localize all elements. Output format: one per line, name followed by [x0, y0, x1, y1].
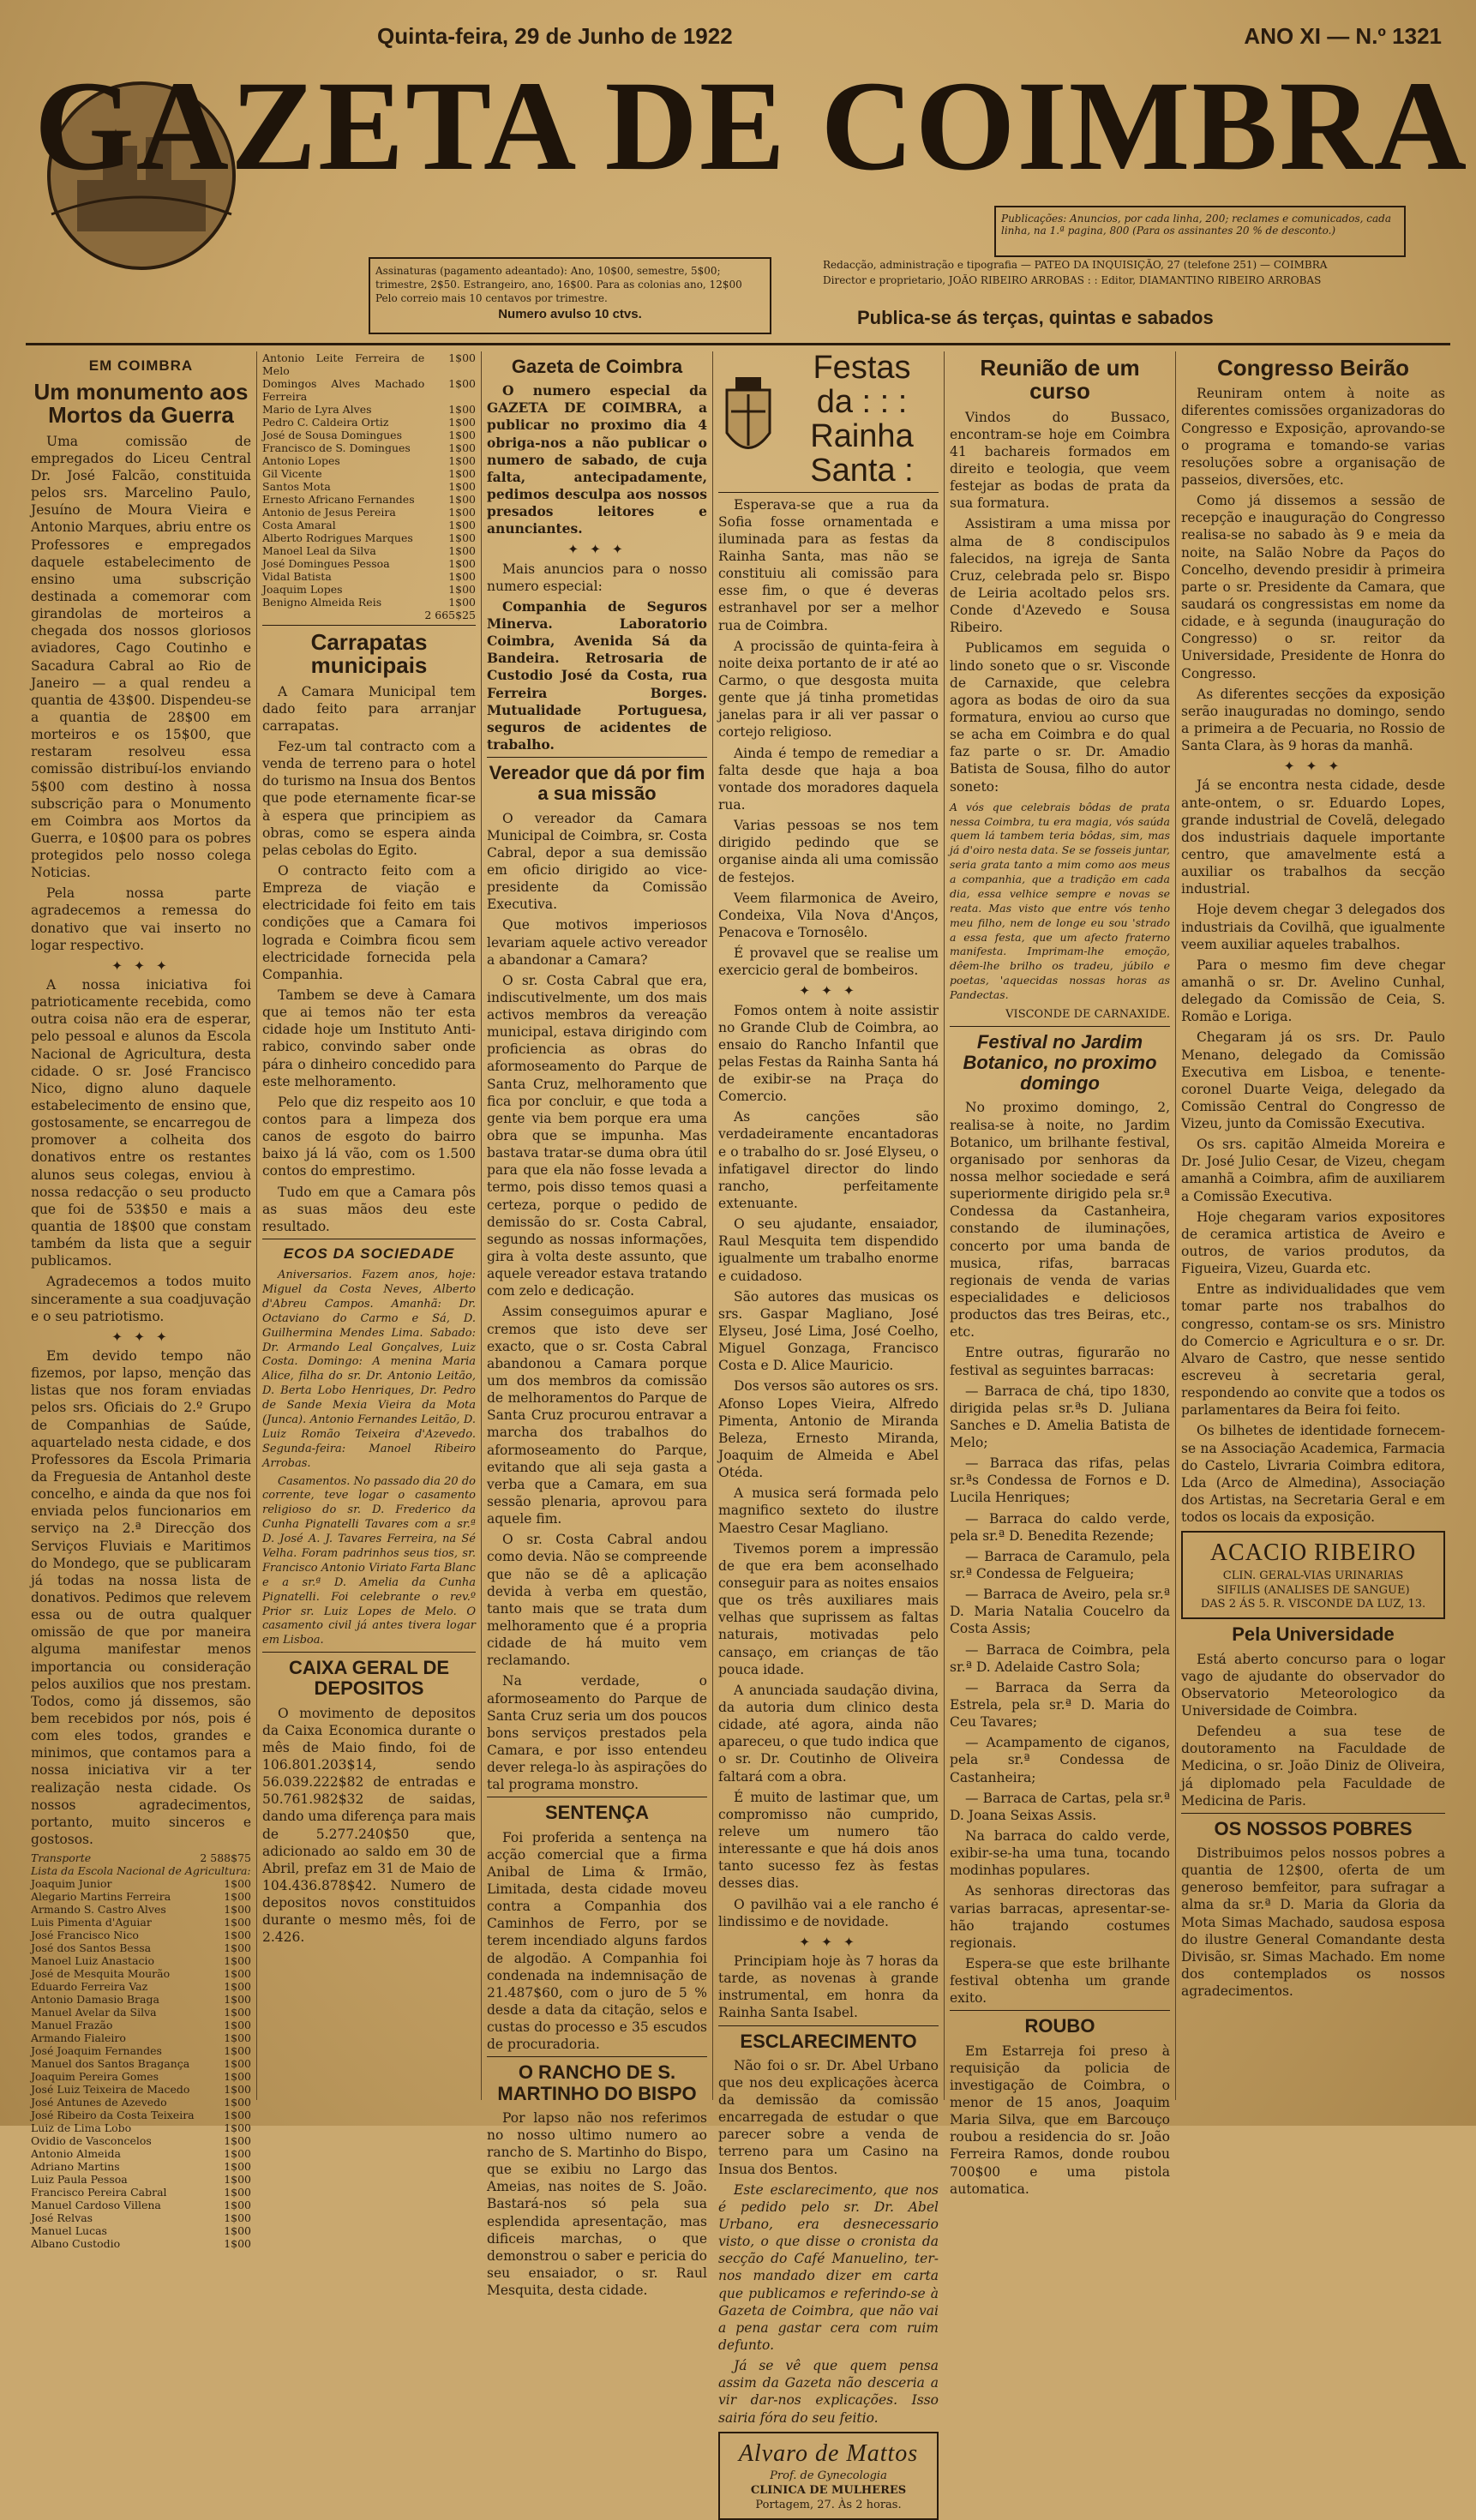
headline-monumento: Um monumento aos Mortos da Guerra	[33, 379, 249, 429]
paragraph: Tudo em que a Camara pôs as suas mãos deu este resultado.	[262, 1184, 476, 1234]
list-row	[262, 480, 476, 493]
festas-title	[785, 351, 939, 489]
paragraph: Na barraca do caldo verde, exibir-se-ha uma tuna, tocando modinhas populares.	[950, 1828, 1170, 1879]
list-name: Pedro C. Caldeira Ortiz	[262, 416, 389, 429]
ad-line: Prof. de Gynecologia	[770, 2469, 887, 2483]
list-row	[262, 519, 476, 531]
paragraph: A procissão de quinta-feira à noite deixa portanto de ir até ao Carmo, o que desgosta muita gente que já tinha prometidas janelas para ir ali ver passar o cortejo religioso.	[718, 638, 939, 741]
ad-line: SIFILIS (ANALISES DE SANGUE)	[1216, 1583, 1410, 1597]
list-name: Santos Mota	[262, 480, 331, 493]
donation-list-continued	[262, 351, 476, 621]
headline-pobres: OS NOSSOS POBRES	[1214, 1817, 1413, 1839]
list-value: 1$00	[448, 519, 476, 531]
list-row	[31, 2160, 251, 2173]
paragraph: Agradecemos a todos muito sinceramente a sua coadjuvação e o seu patriotismo.	[31, 1274, 251, 1324]
ad-name: Alvaro de Mattos	[738, 2439, 919, 2467]
paragraph: Os bilhetes de identidade fornecem-se na Associação Academica, Farmacia do Castelo, Livraria Coimbra editora, Lda (Arco de Almedina), Associação dos Artistas, na Secretaria Geral e em todos os locais da exposição.	[1181, 1423, 1445, 1526]
headline-roubo: ROUBO	[1024, 2015, 1095, 2037]
list-row	[31, 1929, 251, 1941]
list-value: 1$00	[448, 403, 476, 416]
list-row	[31, 1903, 251, 1916]
list-value: 1$00	[224, 2173, 251, 2187]
list-value: 1$00	[224, 1980, 251, 1994]
paragraph: Publicamos em seguida o lindo soneto que o sr. Visconde de Carnaxide, que celebra agora as bodas de oiro da sua formatura, enviou ao curso que se acha em Coimbra e do qual faz parte o sr. Dr. Amadio Batista de Sousa, filho do autor soneto:	[950, 640, 1170, 795]
list-row	[31, 2147, 251, 2160]
list-row	[31, 1851, 251, 1864]
list-row	[31, 1864, 251, 1877]
paragraph: Companhia de Seguros Minerva. Laboratorio Coimbra, Avenida Sá da Bandeira. Retrosaria de Custodio José da Costa, rua Ferreira Borges. Mutualidade Portuguesa, seguros de acidentes de trabalho.	[487, 597, 707, 753]
festas-title-line: Santa :	[810, 452, 914, 489]
paragraph: — Acampamento de ciganos, pela sr.ª Condessa de Castanheira;	[950, 1735, 1170, 1785]
paragraph: Assim conseguimos apurar e cremos que isto deve ser exacto, que o sr. Costa Cabral abandonou a Camara porque um dos membros da comissão de melhoramentos do Parque de Santa Cruz procurou entravar a marcha dos trabalhos do aformoseamento do Parque, evitando que ali seja gasta a verba que a Camara, em sua sessão plenaria, aprovou para aquele fim.	[487, 1304, 707, 1527]
list-name: Eduardo Ferreira Vaz	[31, 1980, 148, 1994]
list-row	[31, 2031, 251, 2044]
list-name: Manuel Frazão	[31, 2019, 113, 2032]
list-row	[262, 351, 476, 377]
list-name: Manoel Leal da Silva	[262, 544, 376, 557]
divider	[950, 2010, 1170, 2011]
column-2	[257, 351, 482, 2100]
list-value: 1$00	[224, 2224, 251, 2238]
list-value: 1$00	[448, 351, 476, 364]
list-name: Manuel Avelar da Silva	[31, 2006, 157, 2019]
ad-line: CLIN. GERAL-VIAS URINARIAS	[1222, 1569, 1404, 1582]
list-value: 1$00	[448, 454, 476, 467]
divider-stars: ✦ ✦ ✦	[111, 1329, 171, 1345]
paragraph: O contracto feito com a Empreza de viação e electricidade foi feito em tais condições que a Camara foi lograda e Coimbra ficou sem electricidade fornecida pela Companhia.	[262, 863, 476, 982]
paragraph: Reuniram ontem à noite as diferentes comissões organizadoras do Congresso e Exposição, aprovando-se o programa e tomando-se varias resoluções sobre a organisação de passeios, diversões, etc.	[1181, 386, 1445, 488]
list-row	[31, 2134, 251, 2147]
list-row	[31, 1916, 251, 1929]
list-value: 1$00	[224, 2211, 251, 2225]
list-row	[31, 2006, 251, 2019]
list-row	[262, 493, 476, 506]
paragraph: Está aberto concurso para o logar vago de ajudante do observador do Observatorio Meteorologico da Universidade de Coimbra.	[1181, 1651, 1445, 1719]
list-value: 1$00	[224, 2083, 251, 2097]
list-name: Benigno Almeida Reis	[262, 596, 382, 609]
list-name: Luis Pimenta d'Aguiar	[31, 1916, 152, 1929]
list-name: José Domingues Pessoa	[262, 557, 390, 570]
list-value: 1$00	[448, 441, 476, 454]
list-value: 1$00	[224, 2044, 251, 2058]
paragraph: — Barraca de Cartas, pela sr.ª D. Joana Seixas Assis.	[950, 1790, 1170, 1823]
list-name: Mario de Lyra Alves	[262, 403, 372, 416]
list-name: Antonio Damasio Braga	[31, 1993, 159, 2007]
list-name: Manuel dos Santos Bragança	[31, 2057, 190, 2071]
list-row	[262, 467, 476, 480]
paragraph: Dos versos são autores os srs. Afonso Lopes Vieira, Alfredo Pimenta, Antonio de Miranda Beleza, Ernesto Miranda, Joaquim de Almeida e Abel Otéda.	[718, 1378, 939, 1481]
list-row	[262, 441, 476, 454]
list-row	[31, 2083, 251, 2096]
paragraph: As diferentes secções da exposição serão inauguradas no domingo, sendo a primeira a de Pecuaria, no Rossio de Santa Clara, às 9 horas da manhã.	[1181, 686, 1445, 754]
paragraph: Veem filarmonica de Aveiro, Condeixa, Vila Nova d'Anços, Penacova e Tornosêlo.	[718, 890, 939, 940]
list-row	[262, 557, 476, 570]
paragraph: — Barraca do caldo verde, pela sr.ª D. Benedita Rezende;	[950, 1510, 1170, 1544]
list-value: 1$00	[224, 1903, 251, 1917]
list-row	[262, 583, 476, 596]
paragraph: Tambem se deve à Camara que ai temos não ter esta cidade hoje um Instituto Anti-rabico, convindo saber onde pára o dinheiro concedido para este melhoramento.	[262, 987, 476, 1089]
list-row	[31, 1877, 251, 1890]
list-value: 1$00	[224, 2186, 251, 2199]
list-value: 1$00	[224, 2121, 251, 2135]
paragraph: — Barraca da Serra da Estrela, pela sr.ª D. Maria do Ceu Tavares;	[950, 1679, 1170, 1731]
paragraph: Pelo que diz respeito aos 10 contos para a limpeza dos canos de esgoto do bairro baixo já lá vão, com os 1.500 contos do emprestimo.	[262, 1094, 476, 1179]
list-row	[262, 416, 476, 429]
list-name: José Ribeiro da Costa Teixeira	[31, 2109, 195, 2122]
headline-vereador: Vereador que dá por fim a sua missão	[489, 762, 705, 805]
list-name: Francisco de S. Domingues	[262, 441, 411, 454]
sonnet: A vós que celebrais bôdas de prata nessa Coimbra, tu era magia, vós saúda quem lá tambem teria bôdas, sim, mas já d'oiro nesta data. Se se fosseis juntar, seria grata tanto a mim como aos meus a companhia, que a tradição em cada dia, essa velhice sempre e novas se reata. Mas visto que entre vós tenho meu filho, nem de longe eu sou 'strado a essa festa, que um afecto fraterno manifesta. Imprimam-lhe emoção, dêem-lhe brilho os tradeu, júbilo e poetas, 'aquecidas nossas horas as Pandectas.	[950, 800, 1170, 1002]
list-name: Joaquim Junior	[31, 1877, 112, 1891]
list-value: 1$00	[224, 2070, 251, 2084]
paragraph: — Barraca das rifas, pelas sr.ªs Condessa de Fornos e D. Lucila Henriques;	[950, 1455, 1170, 1506]
paragraph: Mais anuncios para o nosso numero especial:	[487, 561, 707, 594]
list-row	[262, 570, 476, 583]
headline-reuniao: Reunião de um curso	[980, 355, 1140, 405]
list-row	[262, 531, 476, 544]
list-value: 1$00	[224, 1967, 251, 1981]
list-subtitle: Lista da Escola Nacional de Agricultura:	[31, 1864, 251, 1878]
column-4	[713, 350, 945, 2511]
list-name: Armando Fialeiro	[31, 2031, 126, 2045]
list-row	[31, 1967, 251, 1980]
list-name: Joaquim Lopes	[262, 583, 343, 596]
list-name: Luiz de Lima Lobo	[31, 2121, 132, 2135]
divider	[718, 2025, 939, 2026]
list-name: Antonio Almeida	[31, 2147, 121, 2161]
list-value: 1$00	[448, 480, 476, 493]
list-row	[31, 2044, 251, 2057]
ad-line: DAS 2 ÁS 5. R. VISCONDE DA LUZ, 13.	[1200, 1598, 1426, 1611]
paragraph: — Barraca de chá, tipo 1830, dirigida pelas sr.ªs D. Juliana Sanches e D. Amelia Batista de Melo;	[950, 1383, 1170, 1451]
top-line	[377, 19, 1442, 53]
list-row	[262, 403, 476, 416]
ad-line: CLINICA DE MULHERES	[750, 2483, 907, 2497]
list-name: José Relvas	[31, 2211, 93, 2225]
list-name: Luiz Paula Pessoa	[31, 2173, 128, 2187]
list-value: 1$00	[448, 583, 476, 596]
paragraph: Varias pessoas se nos tem dirigido pedindo que se organise ainda ali uma comissão de festejos.	[718, 818, 939, 885]
list-value: 1$00	[224, 2147, 251, 2161]
paragraph: Fomos ontem à noite assistir no Grande Club de Coimbra, ao ensaio do Rancho Infantil que pelas Festas da Rainha Santa há de exibir-se na Praça do Comercio.	[718, 1002, 939, 1105]
headline-festival: Festival no Jardim Botanico, no proximo domingo	[963, 1030, 1157, 1095]
headline-sentenca: SENTENÇA	[544, 1802, 649, 1824]
list-name: Antonio Lopes	[262, 454, 340, 467]
list-row	[31, 2109, 251, 2121]
ad-acacio-ribeiro	[1181, 1531, 1445, 1619]
list-value: 1$00	[224, 2019, 251, 2032]
list-name: José Luiz Teixeira de Macedo	[31, 2083, 190, 2097]
list-value: 1$00	[224, 2199, 251, 2212]
list-row	[31, 2019, 251, 2031]
masthead	[34, 51, 1469, 206]
paragraph: Assistiram a uma missa por alma de 8 condiscipulos falecidos, na igreja de Santa Cruz, celebrada pelo sr. Bispo de Leiria acoltado pelos srs. Conde d'Azevedo e Sousa Ribeiro.	[950, 516, 1170, 636]
list-value: 1$00	[448, 416, 476, 429]
list-value: 1$00	[224, 2006, 251, 2019]
column-5	[945, 351, 1176, 2197]
paragraph: A musica será formada pelo magnifico sexteto do ilustre Maestro Cesar Magliano.	[718, 1485, 939, 1536]
divider-stars: ✦ ✦ ✦	[111, 957, 171, 974]
issue-date: Quinta-feira, 29 de Junho de 1922	[377, 22, 733, 49]
list-row	[262, 454, 476, 467]
paragraph: É muito de lastimar que, um compromisso não cumprido, releve um numero tão interessante e que há dois anos tanto sucesso fez às festas desses dias.	[718, 1789, 939, 1892]
paragraph: As senhoras directoras das varias barracas, apresentar-se-hão trajando costumes regionais.	[950, 1883, 1170, 1951]
paragraph: Distribuimos pelos nossos pobres a quantia de 12$00, oferta de um generoso bemfeitor, para sufragar a alma da sr.ª D. Maria da Gloria da Mota Simas Machado, saudosa esposa do ilustre General Comandante desta Divisão, sr. Simas Machado. Em nome dos contemplados os nossos agradecimentos.	[1181, 1845, 1445, 2000]
paragraph: — Barraca de Coimbra, pela sr.ª D. Adelaide Castro Sola;	[950, 1641, 1170, 1675]
divider-stars: ✦ ✦ ✦	[799, 1934, 858, 1950]
paragraph: Aniversarios. Fazem anos, hoje: Miguel da Costa Neves, Alberto d'Abreu Campos. Amanhã: Dr. Octaviano do Carmo e Sá, D. Guilhermina Mendes Lima. Sabado: Dr. Armando Leal Gonçalves, Luiz Costa. Domingo: A menina Maria Alice, filha do sr. Dr. Antonio Leitão, D. Berta Lobo Henriques, Dr. Pedro de Sande Mexia Vieira da Mota (Junca). Antonio Fernandes Leitão, D. Luiz Romão Teixeira d'Azevedo. Segunda-feira: Manoel Ribeiro Arrobas.	[262, 1269, 476, 1470]
list-row	[31, 2096, 251, 2109]
list-row	[31, 1890, 251, 1903]
list-value: 1$00	[224, 2109, 251, 2122]
list-row	[262, 544, 476, 557]
divider-stars: ✦ ✦ ✦	[567, 542, 627, 558]
list-row	[31, 2211, 251, 2224]
header-rule	[26, 343, 1450, 345]
headline-gazeta: Gazeta de Coimbra	[511, 356, 683, 377]
list-row	[31, 2224, 251, 2237]
headline-caixa: CAIXA GERAL DE DEPOSITOS	[288, 1657, 450, 1700]
festas-title-line: Festas	[813, 350, 911, 386]
divider	[262, 625, 476, 626]
editorial-address: Redacção, administração e tipografia — PATEO DA INQUISIÇÃO, 27 (telefone 251) — COIMBRA	[823, 259, 1328, 271]
list-value: 1$00	[448, 557, 476, 570]
list-value: 1$00	[224, 2096, 251, 2109]
paragraph: Foi proferida a sentença na acção comercial que a firma Anibal de Lima & Irmão, Limitada, desta cidade moveu contra a Companhia dos Caminhos de Ferro, por se terem incendiado alguns fardos de algodão. A Companhia foi condenada na indemnisação de 21.487$60, com o juro de 5 % desde a data da citação, selos e custas do processo e 35 escudos de procuradoria.	[487, 1829, 707, 2053]
list-name: Vidal Batista	[262, 570, 332, 583]
list-name: Armando S. Castro Alves	[31, 1903, 166, 1917]
paragraph: Que motivos imperiosos levariam aquele activo vereador a abandonar a Camara?	[487, 917, 707, 968]
list-row	[262, 609, 476, 621]
list-value: 1$00	[224, 2160, 251, 2174]
masthead-title: GAZETA DE COIMBRA	[34, 55, 1469, 197]
paragraph: O movimento de depositos da Caixa Economica durante o mês de Maio findo, foi de 106.801.203$14, sendo 56.039.222$82 de entradas e 50.761.982$32 de saidas, dando uma diferença para mais de 5.277.240$50 que, adicionado ao saldo em 30 de Abril, prefaz em 31 de Maio de 104.436.878$42. Numero de depositos novos constituidos durante o mesmo mês, foi de 2.426.	[262, 1705, 476, 1946]
paragraph: O numero especial da GAZETA DE COIMBRA, a publicar no proximo dia 4 obriga-nos a não publicar o numero de sabado, de cuja falta, antecipadamente, pedimos desculpa aos nossos presados leitores e anunciantes.	[487, 382, 707, 537]
ad-line: Portagem, 27. Às 2 horas.	[755, 2498, 902, 2511]
paragraph: Os srs. capitão Almeida Moreira e Dr. José Julio Cesar, de Vizeu, chegam amanhã a Coimbra, afim de auxiliarem a Comissão Executiva.	[1181, 1137, 1445, 1204]
list-row	[31, 1993, 251, 2006]
list-value: 1$00	[448, 531, 476, 544]
section-title: EM COIMBRA	[88, 357, 194, 374]
list-subtotal: 2 665$25	[424, 609, 476, 621]
list-value: 1$00	[224, 2057, 251, 2071]
divider-stars: ✦ ✦ ✦	[1283, 759, 1343, 775]
list-value: 1$00	[448, 377, 476, 390]
paragraph: Vindos do Bussaco, encontram-se hoje em Coimbra 41 bachareis formados em direito e teologia, que veem festejar as bodas de prata da sua formatura.	[950, 409, 1170, 512]
subscriptions-text: Assinaturas (pagamento adeantado): Ano, 10$00, semestre, 5$00; trimestre, 2$50. Estrangeiro, ano, 16$00. Para as colonias ano, 12$00 Pelo correio mais 10 centavos por trimestre.	[375, 265, 742, 305]
list-name: José dos Santos Bessa	[31, 1941, 152, 1955]
list-name: Costa Amaral	[262, 519, 336, 531]
list-name: Antonio Leite Ferreira de Melo	[262, 351, 425, 377]
paragraph: Espera-se que este brilhante festival obtenha um grande exito.	[950, 1956, 1170, 2007]
headline-esclarecimento: ESCLARECIMENTO	[740, 2030, 917, 2052]
list-name: José de Sousa Domingues	[262, 429, 402, 441]
list-row	[262, 596, 476, 609]
list-name: Gil Vicente	[262, 467, 322, 480]
paragraph: Como já dissemos a sessão de recepção e inauguração do Congresso realisa-se no sabado às 9 e meia da noite, na Salão Nobre da Paços do Concelho, devendo presidir à primeira parte o sr. Presidente da Camara, que saudará os congressistas em nome da cidade, e à segunda (inauguração do Congresso) o sr. reitor da Universidade, Presidente de Honra do Congresso.	[1181, 493, 1445, 681]
paragraph: As canções são verdadeiramente encantadoras e o trabalho do sr. José Elyseu, o infatigavel director do lindo rancho, perfeitamente extenuante.	[718, 1109, 939, 1212]
paragraph: Hoje devem chegar 3 delegados dos industriais da Covilhã, que igualmente veem auxiliar aqueles trabalhos.	[1181, 902, 1445, 952]
list-row	[262, 506, 476, 519]
list-value: 1$00	[224, 1954, 251, 1968]
list-value: 1$00	[448, 493, 476, 506]
list-row	[31, 2186, 251, 2199]
paragraph: Entre as individualidades que vem tomar parte nos trabalhos do congresso, contam-se os srs. Ministro do Comercio e Agricultura e o sr. Dr. Alvaro de Castro, que nesse sentido escreveu à secretaria geral, respondendo ao convite que a todos os parlamentares da Beira foi feito.	[1181, 1281, 1445, 1419]
paragraph: Hoje chegaram varios expositores de ceramica artistica de Aveiro e outros, de varios produtos, da Figueira, Vizeu, Guarda etc.	[1181, 1209, 1445, 1277]
column-1	[26, 351, 257, 2251]
divider	[1181, 1813, 1445, 1814]
donation-list	[31, 1851, 251, 2250]
list-row	[31, 2057, 251, 2070]
paragraph: Casamentos. No passado dia 20 do corrente, teve logar o casamento religioso do sr. D. Frederico da Cunha Pignatelli Tavares com a sr.ª D. José A. J. Tavares Ferreira, na Sé Velha. Foram padrinhos seus tios, sr. Francisco Antonio Viriato Farta Blanc e a sr.ª D. Amelia da Cunha Pignatelli. Foi celebrante o rev.º Prior sr. Luiz Lopes de Melo. O casamento civil já antes tivera logar em Lisboa.	[262, 1474, 476, 1647]
paragraph: Na verdade, o aformoseamento do Parque de Santa Cruz seria um dos poucos bons serviços prestados pela Camara, e por isso entendeu dever relega-lo às aspirações do tal programa monstro.	[487, 1673, 707, 1793]
list-name: Alberto Rodrigues Marques	[262, 531, 413, 544]
list-row	[31, 2199, 251, 2211]
subscriptions-box	[369, 257, 771, 334]
paragraph: Ainda é tempo de remediar a falta desde que haja a boa vontade dos moradores daquela rua.	[718, 745, 939, 813]
paragraph: O sr. Costa Cabral que era, indiscutivelmente, um dos mais activos membros da vereação municipal, estava dirigindo com proficiencia as obras do aformoseamento do Parque de Santa Cruz, melhoramento que fica por concluir, e que toda a gente via bem porque era uma obra que se impunha. Mas bastava tratar-se duma obra útil para que ela não fosse levada a termo, pois disso temos quasi a certeza, porque o pedido de demissão do sr. Costa Cabral, segundo as nossas informações, gira à volta deste assunto, que aquele vereador estava tratando com zelo e dedicação.	[487, 972, 707, 1299]
list-name: José Francisco Nico	[31, 1929, 139, 1942]
list-label: Transporte	[31, 1851, 92, 1865]
list-row	[31, 2173, 251, 2186]
issue-number: ANO XI — N.º 1321	[1244, 22, 1442, 49]
paragraph: Em Estarreja foi preso à requisição da policia de investigação de Coimbra, o menor de 15 anos, Joaquim Maria Silva, que em Barcouço roubou a residencia do sr. João Ferreira Ramos, donde roubou 700$00 e uma pistola automatica.	[950, 2043, 1170, 2197]
headline-congresso: Congresso Beirão	[1217, 355, 1409, 381]
column-6	[1176, 351, 1450, 2100]
paragraph: — Barraca de Aveiro, pela sr.ª D. Maria Natalia Coucelro da Costa Assis;	[950, 1587, 1170, 1637]
list-name: Albano Custodio	[31, 2237, 121, 2251]
paragraph: Pela nossa parte agradecemos a remessa do donativo que vai inserto no logar respectivo.	[31, 885, 251, 953]
paragraph: Esperava-se que a rua da Sofia fosse ornamentada e iluminada para as festas da Rainha Santa, mas não se constituiu ali comissão para esse fim, o que é deveras estranhavel por ser a melhor rua de Coimbra.	[718, 496, 939, 633]
list-row	[31, 2121, 251, 2134]
list-name: José Antunes de Azevedo	[31, 2096, 167, 2109]
paragraph: A nossa iniciativa foi patrioticamente recebida, como outra coisa não era de esperar, pelo pessoal e alunos da Escola Nacional de Agricultura, desta cidade. O sr. José Francisco Nico, digno aluno daquele estabelecimento de ensino que, gostosamente, se encarregou de promover a colheita dos donativos entre os restantes alunos seus colegas, enviou à nossa redacção o seu producto que foi de 53$50 e mais a quantia de 18$00 que constam também da lista que a seguir publicamos.	[31, 977, 251, 1269]
list-name: José de Mesquita Mourão	[31, 1967, 171, 1981]
list-value: 1$00	[224, 2031, 251, 2045]
list-name: José Joaquim Fernandes	[31, 2044, 162, 2058]
festas-title-line: Rainha	[810, 417, 914, 454]
list-name: Manuel Lucas	[31, 2224, 107, 2238]
list-name: Antonio de Jesus Pereira	[262, 506, 396, 519]
divider	[487, 757, 707, 758]
paragraph: O seu ajudante, ensaiador, Raul Mesquita tem dispendido igualmente um trabalho enorme e cuidadoso.	[718, 1216, 939, 1284]
paragraph: — Barraca de Caramulo, pela sr.ª Condessa de Felgueira;	[950, 1548, 1170, 1582]
paragraph: Tivemos porem a impressão de que era bem aconselhado conseguir para as noites ensaios que os três auxiliares mais velhas que suprissem as faltas naturais, motivadas pelo cansaço, em crianças de tão pouca idade.	[718, 1540, 939, 1677]
list-row	[262, 377, 476, 403]
single-issue-price: Numero avulso 10 ctvs.	[498, 306, 642, 321]
list-value: 1$00	[448, 544, 476, 557]
headline-universidade: Pela Universidade	[1232, 1623, 1395, 1646]
list-value: 1$00	[448, 506, 476, 519]
divider	[718, 492, 939, 493]
list-name: Ernesto Africano Fernandes	[262, 493, 415, 506]
paragraph: Já se encontra nesta cidade, desde ante-ontem, o sr. Eduardo Lopes, grande industrial de Covelã, delegado dos industriais daquele importante centro, que amavelmente está a auxiliar os trabalhos da secção industrial.	[1181, 777, 1445, 897]
paragraph: Por lapso não nos referimos no nosso ultimo numero ao rancho de S. Martinho do Bispo, que se exibiu no Largo das Ameias, nas noites de S. João. Bastará-nos só pela sua esplendida apresentação, mas dificeis marchas, o que demonstrou o saber e pericia do seu ensaiador, o sr. Raul Mesquita, desta cidade.	[487, 2109, 707, 2299]
coat-of-arms-icon	[718, 373, 778, 467]
list-name: Manuel Cardoso Villena	[31, 2199, 161, 2212]
paragraph: Principiam hoje às 7 horas da tarde, as novenas à grande instrumental, em honra da Rainha Santa Isabel.	[718, 1953, 939, 2021]
paragraph: Em devido tempo não fizemos, por lapso, menção das listas que nos foram enviadas pelos srs. Oficiais do 2.º Grupo de Companhias de Saúde, aquartelado nesta cidade, e dos Professores da Escola Primaria da Freguesia de Antanhol deste concelho, e ainda da que nos foi enviada pelos funcionarios em serviço na 2.ª Direcção dos Serviços Fluviais e Maritimos do Mondego, que se publicaram já todas na nossa lista de donativos. Pedimos que relevem essa ou de outra qualquer omissão de que por maneira alguma manifestar menos importancia ou consideração pelos auxilios que nos prestam. Todos, como já dissemos, são bem recebidos por nós, pois é com eles todos, grandes e minimos, que contamos para a nossa iniciativa vir a ter realização nesta cidade. Os nossos agradecimentos, portanto, muito sinceros e gostosos.	[31, 1348, 251, 1847]
column-3	[482, 351, 713, 2299]
divider	[950, 1026, 1170, 1027]
festas-title-line: da : : :	[816, 383, 908, 420]
list-value: 1$00	[224, 1890, 251, 1904]
paragraph: O sr. Costa Cabral andou como devia. Não se compreende que não se dê a aplicação devida à verba em questão, tanto mais que se trata dum melhoramento que é a propria cidade de há muito vem reclamando.	[487, 1532, 707, 1669]
section-ecos: ECOS DA SOCIEDADE	[283, 1245, 455, 1262]
list-row	[31, 1941, 251, 1954]
paragraph: Para o mesmo fim deve chegar amanhã o sr. Dr. Avelino Cunhal, delegado da Comissão de Ceia, S. Romão e Loriga.	[1181, 957, 1445, 1025]
list-name: Adriano Martins	[31, 2160, 120, 2174]
paragraph: Já se vê que quem pensa assim da Gazeta não desceria a vir dar-nos explicações. Isso sairia fóra do seu feitio.	[718, 2358, 939, 2426]
ad-name: ACACIO RIBEIRO	[1209, 1539, 1417, 1567]
paragraph: A anunciada saudação divina, da autoria dum clinico desta cidade, até agora, ainda não apareceu, o que tudo indica que o sr. Dr. Coutinho de Oliveira faltará com a obra.	[718, 1682, 939, 1785]
list-value: 1$00	[224, 2237, 251, 2251]
list-row	[31, 1954, 251, 1967]
paragraph: Fez-um tal contracto com a venda de terreno para o hotel do turismo na Insua dos Bentos que pode eternamente ficar-se à espera que principiem as obras, como se espera ainda pelas cebolas do Egito.	[262, 739, 476, 858]
list-row	[31, 1980, 251, 1993]
paragraph: O vereador da Camara Municipal de Coimbra, sr. Costa Cabral, depor a sua demissão em oficio dirigido ao vice-presidente da Comissão Executiva.	[487, 810, 707, 913]
paragraph: É provavel que se realise um exercicio geral de bombeiros.	[718, 945, 939, 979]
headline-carrapatas: Carrapatas municipais	[310, 629, 428, 679]
list-name: Joaquim Pereira Gomes	[31, 2070, 159, 2084]
list-value: 1$00	[224, 1941, 251, 1955]
list-name: Domingos Alves Machado Ferreira	[262, 377, 425, 403]
list-row	[31, 2070, 251, 2083]
ad-alvaro-mattos	[718, 2432, 939, 2520]
list-row	[262, 429, 476, 441]
publications-box: Publicações: Anuncios, por cada linha, 200; reclames e comunicados, cada linha, na 1.ª pagina, 800 (Para os assinantes 20 % de desconto.)	[994, 206, 1406, 257]
paragraph: Este esclarecimento, que nos é pedido pelo sr. Dr. Abel Urbano, era desnecessario visto, o que disse o cronista da secção do Café Manuelino, ter-nos mandado dizer em carta que publicamos e referindo-se à Gazeta de Coimbra, que não vai a pena gastar cera com ruim defunto.	[718, 2181, 939, 2353]
list-name: Ovidio de Vasconcelos	[31, 2134, 152, 2148]
divider	[262, 1652, 476, 1653]
list-name: Francisco Pereira Cabral	[31, 2186, 167, 2199]
list-value: 2 588$75	[200, 1851, 251, 1865]
list-value: 1$00	[448, 429, 476, 441]
festas-header	[718, 351, 939, 489]
editorial-info	[823, 257, 1406, 288]
list-value: 1$00	[448, 570, 476, 583]
director-line: Director e proprietario, JOÃO RIBEIRO ARROBAS : : Editor, DIAMANTINO RIBEIRO ARROBAS	[823, 274, 1322, 286]
list-value: 1$00	[224, 1877, 251, 1891]
list-value: 1$00	[224, 2134, 251, 2148]
publication-days: Publica-se ás terças, quintas e sabados	[857, 307, 1214, 328]
headline-rancho: O RANCHO DE S. MARTINHO DO BISPO	[497, 2061, 697, 2104]
list-value: 1$00	[224, 1993, 251, 2007]
paragraph: A Camara Municipal tem dado feito para arranjar carrapatas.	[262, 683, 476, 734]
list-row	[31, 2237, 251, 2250]
paragraph: Defendeu a sua tese de doutoramento na Faculdade de Medicina, o sr. João Diniz de Oliveira, já diplomado pela Faculdade de Medicina de Paris.	[1181, 1724, 1445, 1809]
paragraph: Não foi o sr. Dr. Abel Urbano que nos deu explicações àcerca da demissão da comissão encarregada de estudar o que parecer sobre a venda de terreno para um Casino na Insua dos Bentos.	[718, 2057, 939, 2177]
paragraph: Chegaram já os srs. Dr. Paulo Menano, delegado da Comissão Executiva em Lisboa, e tenente-coronel Duarte Veiga, delegado da Comissão Central do Congresso de Vizeu, junto da Comissão Executiva.	[1181, 1029, 1445, 1132]
list-value: 1$00	[224, 1916, 251, 1929]
paragraph: No proximo domingo, 2, realisa-se à noite, no Jardim Botanico, um brilhante festival, organisado por senhoras da nossa melhor sociedade e será superiormente dirigido pela sr.ª Condessa da Castanheira, constando de iluminações, concerto por uma banda de musica, rifas, barracas regionais de venda de varias especialidades e deliciosos productos das tres Beiras, etc., etc.	[950, 1100, 1170, 1341]
divider-stars: ✦ ✦ ✦	[799, 983, 858, 999]
paragraph: São autores das musicas os srs. Gaspar Magliano, José Elyseu, José Lima, José Coelho, Miguel Gonzaga, Francisco Costa e D. Alice Mauricio.	[718, 1288, 939, 1374]
paragraph: O pavilhão vai a ele rancho é lindissimo e de novidade.	[718, 1896, 939, 1929]
list-value: 1$00	[224, 1929, 251, 1942]
paragraph: Uma comissão de empregados do Liceu Central Dr. José Falcão, constituida pelos srs. Marcelino Paulo, Jesuíno de Moura Vieira e Antonio Marques, abriu entre os Professores e empregados daquele estabelecimento de ensino uma subscrição destinada a comemorar com girandolas de morteiros a chegada dos nossos gloriosos aviadores, Cago Coutinho e Sacadura Cabral ao Rio de Janeiro — a qual rendeu a quantia de 43$00. Dispendeu-se a quantia de 28$00 em morteiros e os 15$00, que restaram resolveu essa comissão distribuí-los enviando 5$00 com destino à nossa subscrição para o Monumento em Coimbra aos Mortos da Guerra, e 10$00 para os pobres protegidos pelo nosso colega Noticias.	[31, 433, 251, 881]
list-value: 1$00	[448, 596, 476, 609]
list-name: Alegario Martins Ferreira	[31, 1890, 171, 1904]
sonnet-author: VISCONDE DE CARNAXIDE.	[1005, 1007, 1170, 1021]
list-name: Manoel Luiz Anastacio	[31, 1954, 155, 1968]
paragraph: Entre outras, figurarão no festival as seguintes barracas:	[950, 1345, 1170, 1378]
divider	[487, 2056, 707, 2057]
list-value: 1$00	[448, 467, 476, 480]
